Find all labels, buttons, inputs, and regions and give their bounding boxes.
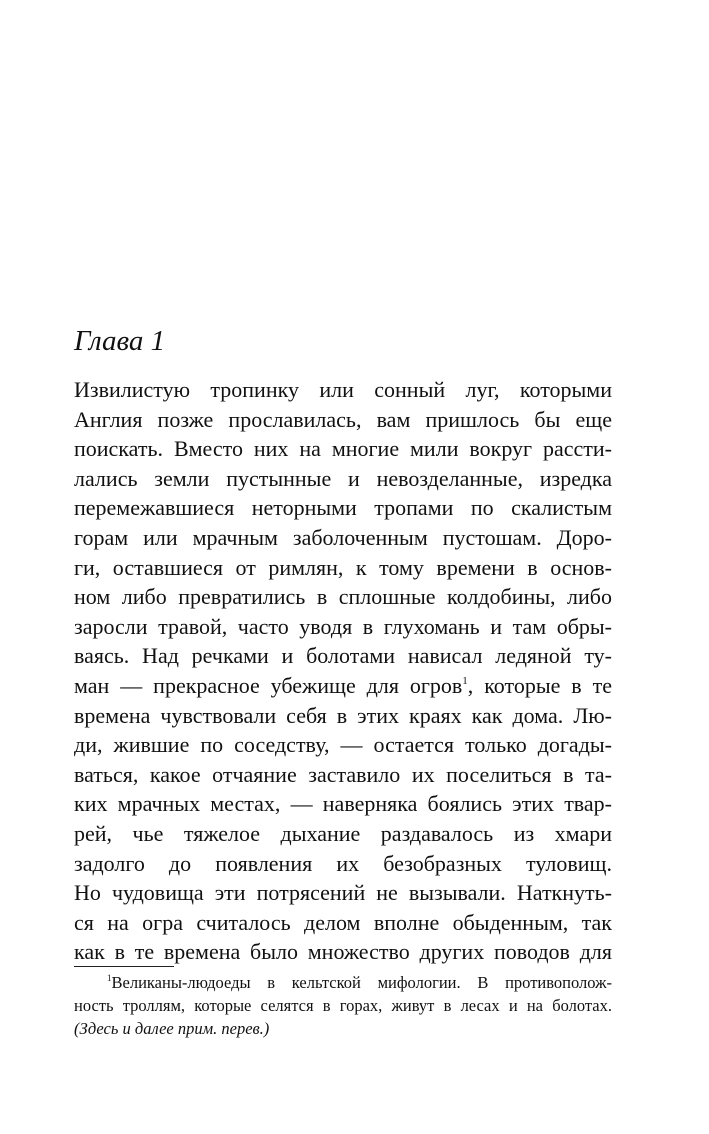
text-line: времена чувствовали себя в этих краях как дома. Лю- xyxy=(74,702,612,728)
text-line: задолго до появления их безобразных туловищ. xyxy=(74,850,612,876)
text-line: горам или мрачным заболоченным пустошам. Доро- xyxy=(74,524,612,550)
text-line: ся на огра считалось делом вполне обыденным, так xyxy=(74,909,612,935)
text-line: ди, жившие по соседству, — остается только догады- xyxy=(74,732,612,758)
footnote-line: ность троллям, которые селятся в горах, живут в лесах и на болотах. xyxy=(74,996,612,1015)
text-line: рей, чье тяжелое дыхание раздавалось из хмари xyxy=(74,820,612,846)
text-line: как в те времена было множество других поводов для xyxy=(74,939,612,965)
text-line: заросли травой, часто уводя в глухомань и там обры- xyxy=(74,613,612,639)
text-line: ги, оставшиеся от римлян, к тому времени в основ- xyxy=(74,554,612,580)
text-line-with-footnote xyxy=(74,671,612,701)
footnote-line xyxy=(74,971,612,994)
text-line: поискать. Вместо них на многие мили вокруг рассти- xyxy=(74,436,612,462)
text-line: перемежавшиеся неторными тропами по скалистым xyxy=(74,495,612,521)
footnote-marker: 1 xyxy=(107,973,112,983)
footnote-divider xyxy=(74,966,174,967)
text-segment: , которые в те xyxy=(467,672,612,698)
footnote-note: (Здесь и далее прим. перев.) xyxy=(74,1019,270,1038)
text-line: лались земли пустынные и невозделанные, изредка xyxy=(74,465,612,491)
chapter-title: Глава 1 xyxy=(74,325,166,357)
footnote-text: Великаны-людоеды в кельтской мифологии. В противополож- xyxy=(111,973,612,992)
text-line: ном либо превратились в сплошные колдобины, либо xyxy=(74,584,612,610)
text-line: Но чудовища эти потрясений не вызывали. Наткнуть- xyxy=(74,880,612,906)
text-segment: ман — прекрасное убежище для огров xyxy=(74,672,463,698)
footnote-reference[interactable]: 1 xyxy=(462,674,468,687)
text-line: ких мрачных местах, — наверняка боялись этих твар- xyxy=(74,791,612,817)
text-line: Извилистую тропинку или сонный луг, которыми xyxy=(74,377,612,402)
footnote xyxy=(74,971,612,1040)
body-text xyxy=(74,375,612,967)
text-line: ваться, какое отчаяние заставило их поселиться в та- xyxy=(74,761,612,787)
text-line: Англия позже прославилась, вам пришлось бы еще xyxy=(74,406,612,432)
text-line: ваясь. Над речками и болотами нависал ледяной ту- xyxy=(74,643,612,669)
